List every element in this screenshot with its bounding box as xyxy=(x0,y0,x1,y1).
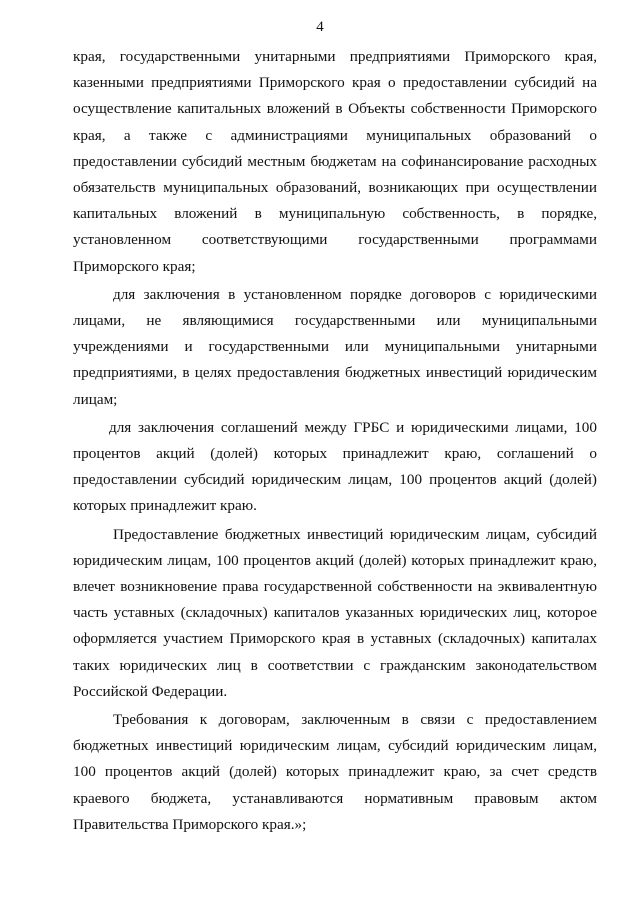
document-body xyxy=(73,44,597,838)
paragraph-legal-entities-contracts: для заключения в установленном порядке договоров с юридическими лицами, не являющимися государственными или муниципальными учреждениями и государственными или муниципальными унитарными предприятиями, в целях предоставления бюджетных инвестиций юридическим лицам; xyxy=(73,285,597,408)
page-number: 4 xyxy=(316,19,324,35)
paragraph-contract-requirements: Требования к договорам, заключенным в связи с предоставлением бюджетных инвестиций юридическим лицам, субсидий юридическим лицам, 100 процентов акций (долей) которых принадлежит краю, за счет средств краевого бюджета, устанавливаются нормативным правовым актом Правительства Приморского края.»; xyxy=(73,711,597,833)
paragraph-continuation: края, государственными унитарными предприятиями Приморского края, казенными предприятиями Приморского края о предоставлении субсидий на осуществление капитальных вложений в Объекты собственности Приморского края, а также с администрациями муниципальных образований о предоставлении субсидий местным бюджетам на софинансирование расходных обязательств муниципальных образований, возникающих при осуществлении капитальных вложений в муниципальную собственность, в порядке, установленном соответствующими государственными программами Приморского края; xyxy=(73,48,597,275)
paragraph-state-ownership: Предоставление бюджетных инвестиций юридическим лицам, субсидий юридическим лицам, 100 процентов акций (долей) которых принадлежит краю, влечет возникновение права государственной собственности на эквивалентную часть уставных (складочных) капиталов указанных юридических лиц, которое оформляется участием Приморского края в уставных (складочных) капиталах таких юридических лиц в соответствии с гражданским законодательством Российской Федерации. xyxy=(73,525,597,700)
paragraph-grbs-agreements: для заключения соглашений между ГРБС и юридическими лицами, 100 процентов акций (долей) которых принадлежит краю, соглашений о предоставлении субсидий юридическим лицам, 100 процентов акций (долей) которых принадлежит краю. xyxy=(73,418,597,515)
